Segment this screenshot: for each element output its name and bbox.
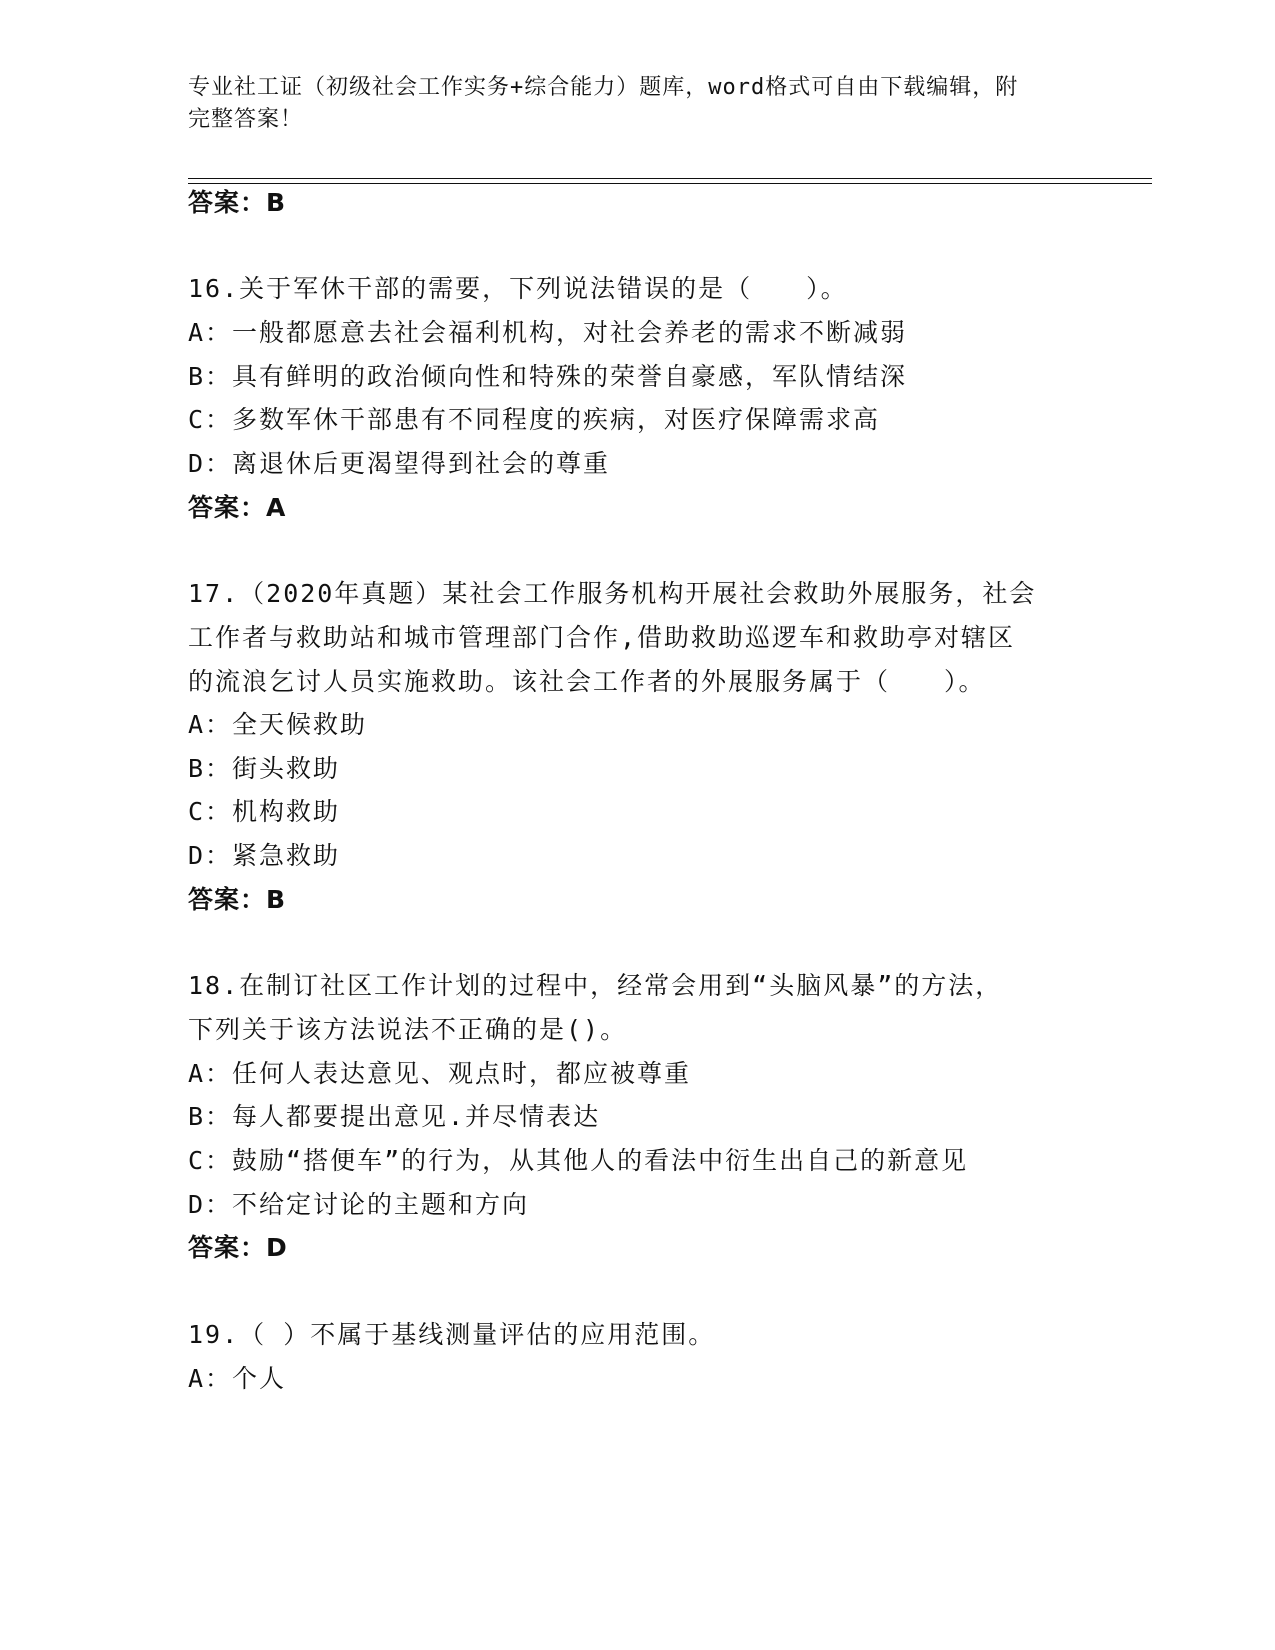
question-17-stem-line-2: 工作者与救助站和城市管理部门合作,借助救助巡逻车和救助亭对辖区 (188, 623, 1016, 652)
header-rule-bottom (188, 183, 1152, 184)
header-line-1: 专业社工证（初级社会工作实务+综合能力）题库，word格式可自由下载编辑，附 (188, 75, 1019, 100)
question-16-answer: 答案：A (188, 493, 287, 522)
question-17-option-b: B：街头救助 (188, 754, 341, 783)
question-19-option-a: A：个人 (188, 1364, 287, 1393)
question-18-option-d: D：不给定讨论的主题和方向 (188, 1190, 530, 1219)
question-17-option-a: A：全天候救助 (188, 710, 368, 739)
question-16-stem: 16.关于军休干部的需要，下列说法错误的是（ ）。 (188, 274, 848, 303)
question-17-option-c: C：机构救助 (188, 797, 341, 826)
header-line-2: 完整答案！ (188, 107, 304, 132)
question-17-stem-line-3: 的流浪乞讨人员实施救助。该社会工作者的外展服务属于（ ）。 (188, 667, 986, 696)
question-18-stem-line-1: 18.在制订社区工作计划的过程中，经常会用到“头脑风暴”的方法， (188, 971, 1003, 1000)
question-18-stem-line-2: 下列关于该方法说法不正确的是()。 (188, 1015, 628, 1044)
header-rule-top (188, 178, 1152, 179)
question-17-option-d: D：紧急救助 (188, 841, 341, 870)
question-18-option-c: C：鼓励“搭便车”的行为，从其他人的看法中衍生出自己的新意见 (188, 1146, 969, 1175)
previous-answer: 答案：B (188, 188, 287, 217)
question-16-option-c: C：多数军休干部患有不同程度的疾病，对医疗保障需求高 (188, 405, 881, 434)
question-18-option-b: B：每人都要提出意见.并尽情表达 (188, 1102, 601, 1131)
question-18-answer: 答案：D (188, 1233, 288, 1262)
question-16-option-d: D：离退休后更渴望得到社会的尊重 (188, 449, 611, 478)
question-16-option-b: B：具有鲜明的政治倾向性和特殊的荣誉自豪感，军队情结深 (188, 362, 908, 391)
question-18-option-a: A：任何人表达意见、观点时，都应被尊重 (188, 1059, 692, 1088)
question-17-stem-line-1: 17.（2020年真题）某社会工作服务机构开展社会救助外展服务，社会 (188, 579, 1037, 608)
question-19-stem: 19.（ ）不属于基线测量评估的应用范围。 (188, 1320, 716, 1349)
question-17-answer: 答案：B (188, 885, 287, 914)
page-header (188, 72, 1088, 136)
question-16-option-a: A：一般都愿意去社会福利机构，对社会养老的需求不断减弱 (188, 318, 908, 347)
